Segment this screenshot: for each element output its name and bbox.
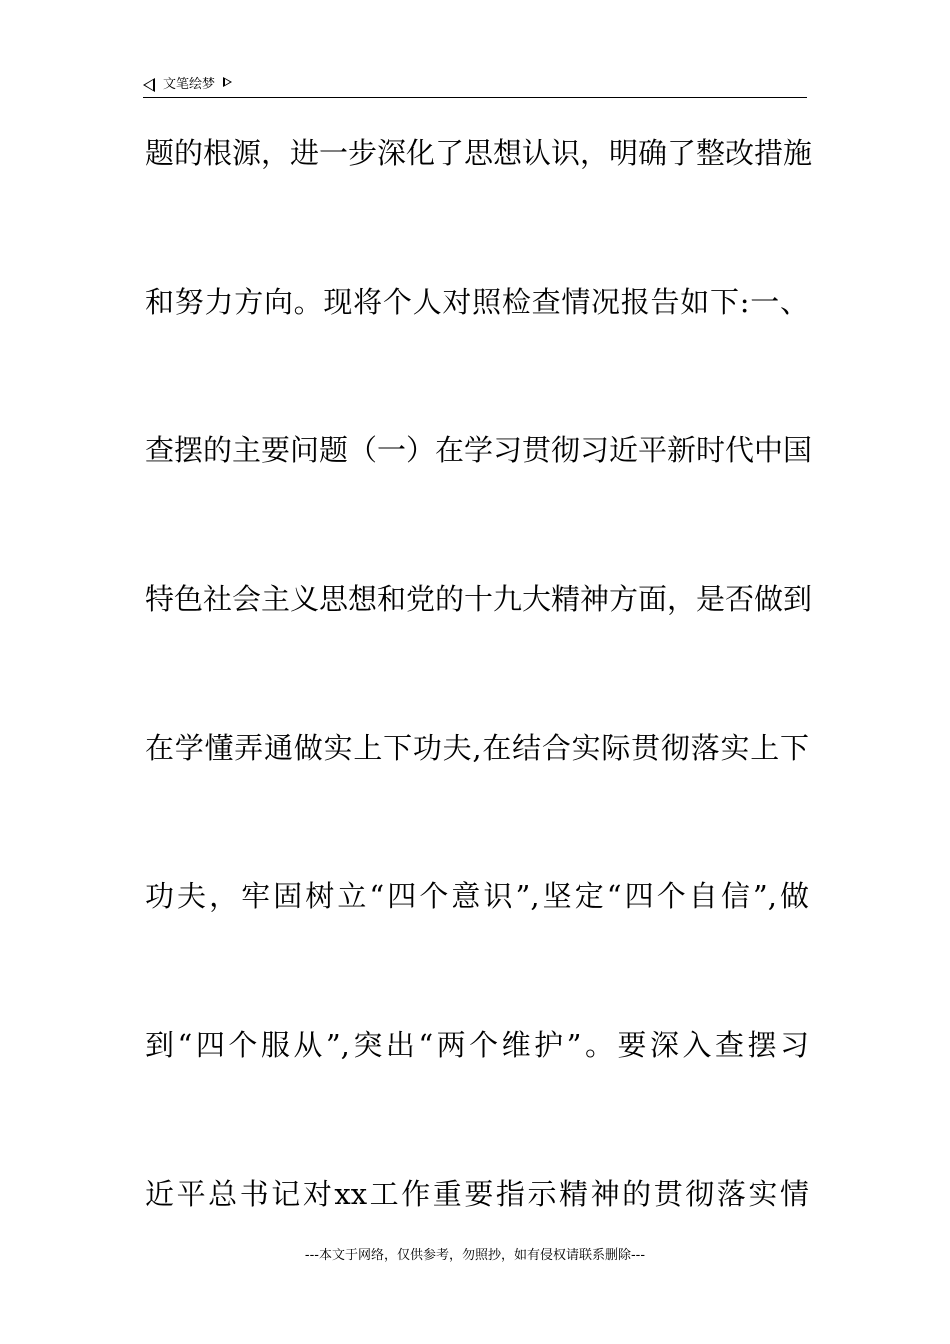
body-line: 近平总书记对xx工作重要指示精神的贯彻落实情 xyxy=(145,1177,809,1211)
header-divider xyxy=(143,97,807,98)
body-line: 查摆的主要问题（一）在学习贯彻习近平新时代中国 xyxy=(145,433,813,467)
body-line: 题的根源，进一步深化了思想认识，明确了整改措施 xyxy=(145,136,813,170)
page-header xyxy=(143,74,232,96)
body-line: 和努力方向。现将个人对照检查情况报告如下:一、 xyxy=(145,285,809,319)
body-line: 功夫，牢固树立“四个意识”,坚定“四个自信”,做 xyxy=(145,879,809,913)
body-line: 特色社会主义思想和党的十九大精神方面，是否做到 xyxy=(145,582,813,616)
triangle-left-outline-icon xyxy=(143,78,155,92)
triangle-right-outline-icon xyxy=(223,77,232,87)
body-line: 到“四个服从”,突出“两个维护”。要深入查摆习 xyxy=(145,1028,809,1062)
footer-notice: ---本文于网络，仅供参考，勿照抄，如有侵权请联系删除--- xyxy=(304,1248,646,1263)
body-line: 在学懂弄通做实上下功夫,在结合实际贯彻落实上下 xyxy=(145,731,809,765)
header-title: 文笔绘梦 xyxy=(163,77,216,92)
